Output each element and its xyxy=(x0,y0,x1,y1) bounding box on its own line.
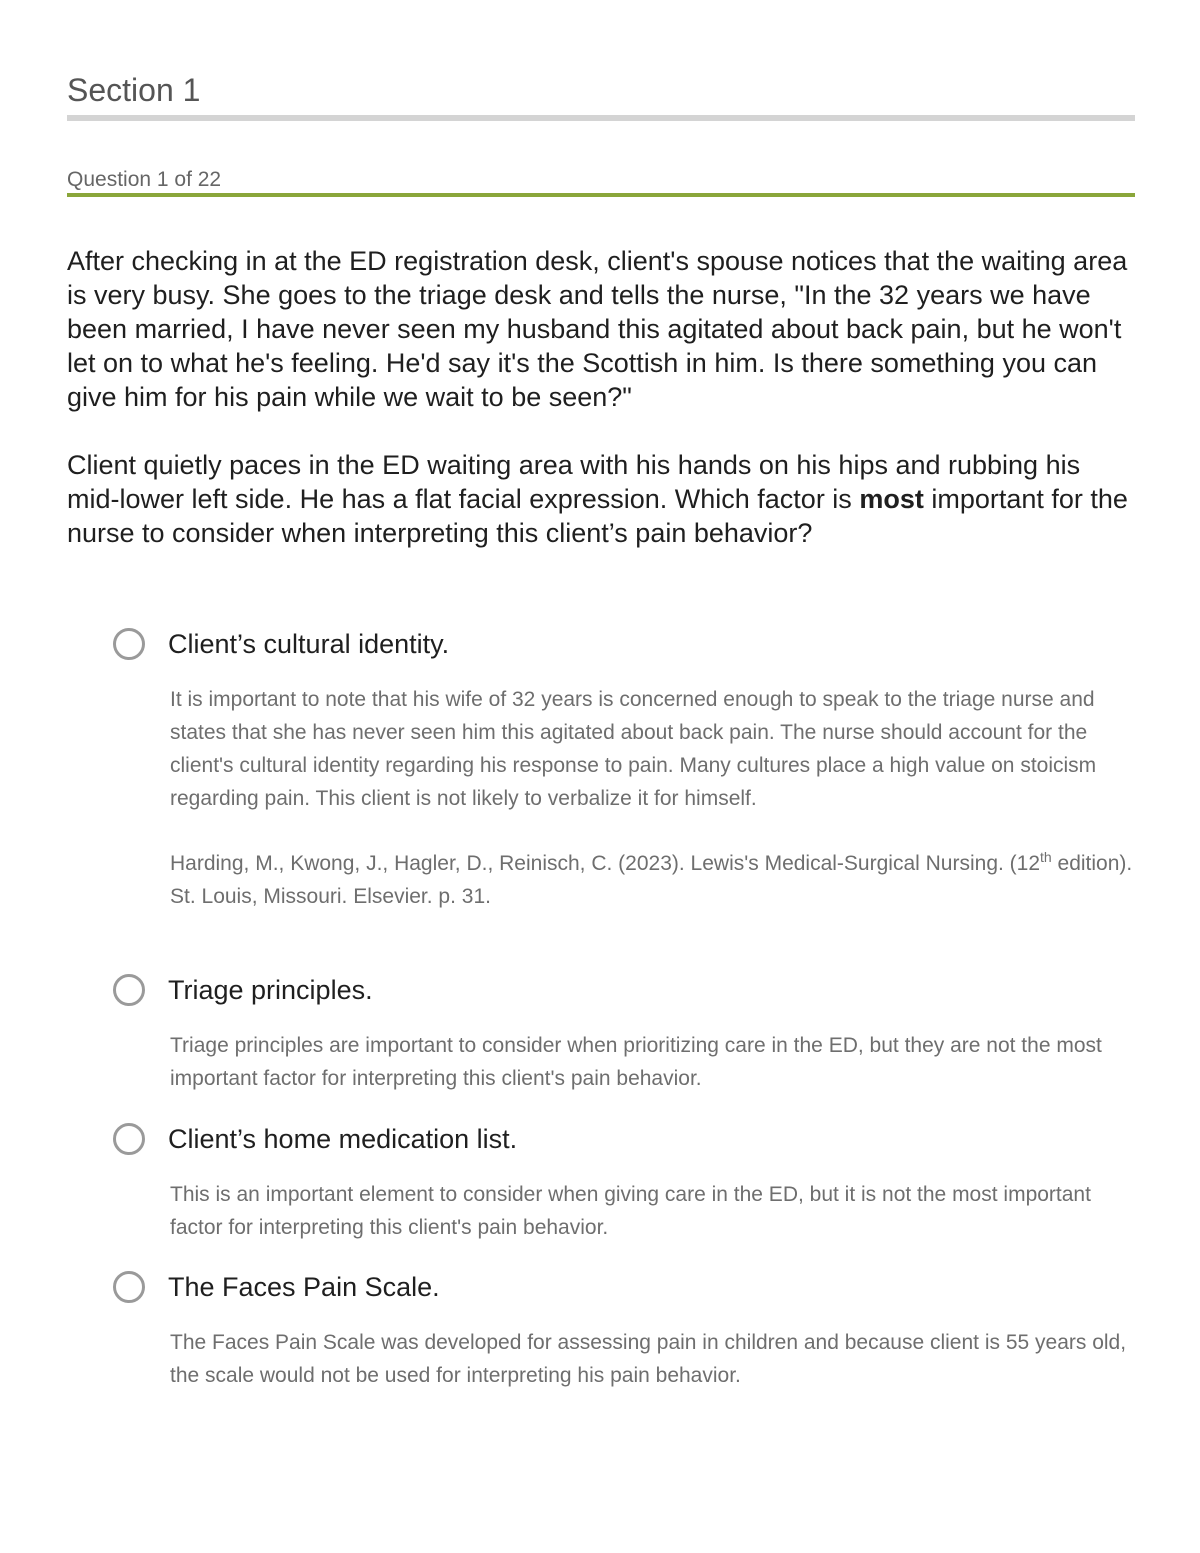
option-label[interactable]: Triage principles. xyxy=(168,975,373,1005)
section-divider xyxy=(67,115,1135,121)
rationale-reference xyxy=(170,847,1135,913)
rationale-text: It is important to note that his wife of 32 years is concerned enough to speak to the triage nurse and states that she has never seen him this agitated about back pain. The nurse should account for the client's cultural identity regarding his response to pain. Many cultures place a high value on stoicism regarding pain. This client is not likely to verbalize it for himself. xyxy=(170,688,1097,810)
reference-text: Harding, M., Kwong, J., Hagler, D., Reinisch, C. (2023). Lewis's Medical-Surgical Nursing. (12 xyxy=(170,852,1041,875)
rationale-text: Triage principles are important to consider when prioritizing care in the ED, but they are not the most important factor for interpreting this client's pain behavior. xyxy=(170,1034,1102,1090)
radio-button-option-1[interactable] xyxy=(113,628,145,660)
option-rationale xyxy=(170,1029,1135,1095)
stem-text: Client quietly paces in the ED waiting area with his hands on his hips and rubbing his mid-lower left side. He has a flat facial expression. Which factor is xyxy=(67,450,1081,514)
stem-emphasis: most xyxy=(859,484,924,514)
option-rationale xyxy=(170,1326,1135,1392)
question-stem xyxy=(67,244,1137,550)
question-divider xyxy=(67,193,1135,197)
option-label[interactable]: Client’s cultural identity. xyxy=(168,629,450,659)
stem-paragraph-1: After checking in at the ED registration desk, client's spouse notices that the waiting area is very busy. She goes to the triage desk and tells the nurse, "In the 32 years we have been married, I have never seen my husband this agitated about back pain, but he won't let on to what he's feeling. He'd say it's the Scottish in him. Is there something you can give him for his pain while we wait to be seen?" xyxy=(67,246,1128,412)
rationale-text: This is an important element to consider when giving care in the ED, but it is not the most important factor for interpreting this client's pain behavior. xyxy=(170,1183,1091,1239)
question-counter: Question 1 of 22 xyxy=(67,168,222,191)
reference-text: edition). St. Louis, Missouri. Elsevier. p. 31. xyxy=(170,852,1133,908)
option-label[interactable]: Client’s home medication list. xyxy=(168,1124,518,1154)
option-label[interactable]: The Faces Pain Scale. xyxy=(168,1272,440,1302)
radio-button-option-4[interactable] xyxy=(113,1271,145,1303)
section-title: Section 1 xyxy=(67,72,201,108)
rationale-text: The Faces Pain Scale was developed for assessing pain in children and because client is 55 years old, the scale would not be used for interpreting his pain behavior. xyxy=(170,1331,1127,1387)
option-rationale xyxy=(170,1178,1135,1244)
option-rationale xyxy=(170,683,1135,913)
stem-paragraph-2 xyxy=(67,448,1137,550)
stem-text: important for the nurse to consider when interpreting this client’s pain behavior? xyxy=(67,484,1128,548)
radio-button-option-2[interactable] xyxy=(113,974,145,1006)
radio-button-option-3[interactable] xyxy=(113,1123,145,1155)
reference-superscript: th xyxy=(1040,849,1052,865)
